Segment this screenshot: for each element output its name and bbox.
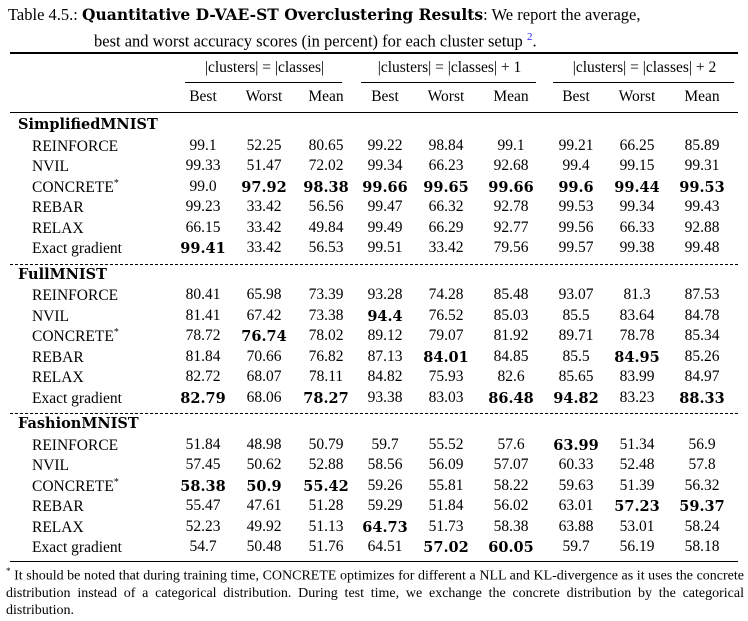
table-cell: 85.26 [684, 347, 720, 365]
table-cell: 55.47 [185, 497, 221, 514]
table-cell: 53.01 [619, 517, 655, 535]
caption-end: . [532, 31, 537, 51]
method-name: Exact gradient [32, 389, 122, 407]
table-cell: 84.97 [684, 368, 720, 385]
table-cell: 81.84 [185, 347, 221, 365]
method-name: NVIL [32, 457, 70, 475]
table-cell: 99.66 [488, 178, 534, 196]
column-header: Worst [618, 88, 656, 105]
table-cell: 85.5 [562, 306, 590, 324]
top-rule [10, 52, 738, 54]
caption-title: Quantitative D-VAE-ST Overclustering Results [82, 5, 484, 24]
method-label [32, 137, 118, 156]
table-cell: 33.42 [428, 239, 464, 256]
table-cell: 66.32 [428, 198, 464, 215]
method-name: REBAR [32, 348, 84, 366]
table-cell: 85.65 [558, 368, 594, 385]
table-cell: 52.25 [246, 136, 282, 154]
table-cell: 72.02 [308, 157, 344, 174]
table-cell: 51.39 [619, 476, 655, 494]
table-cell: 99.43 [684, 198, 720, 215]
method-label [32, 219, 84, 238]
table-cell: 84.95 [614, 348, 660, 366]
method-label [32, 348, 84, 367]
table-cell: 49.84 [308, 218, 344, 236]
table-cell: 59.7 [371, 435, 399, 453]
section-title: FullMNIST [18, 265, 107, 283]
table-cell: 78.72 [185, 327, 221, 344]
method-label [32, 239, 122, 258]
method-name: Exact gradient [32, 240, 122, 258]
table-cell: 83.99 [619, 368, 655, 385]
table-cell: 59.63 [558, 476, 594, 494]
table-cell: 56.02 [493, 497, 529, 514]
table-cell: 86.48 [488, 389, 534, 407]
table-cell: 52.88 [308, 456, 344, 473]
method-label [32, 538, 122, 557]
table-cell: 58.24 [684, 517, 720, 535]
table-cell: 64.51 [367, 538, 403, 555]
table-cell: 99.4 [562, 157, 590, 174]
table-cell: 89.12 [367, 327, 403, 344]
table-cell: 56.53 [308, 239, 344, 256]
table-cell: 56.19 [619, 538, 655, 555]
method-name: RELAX [32, 369, 84, 387]
table-cell: 58.38 [180, 477, 226, 495]
table-cell: 48.98 [246, 435, 282, 453]
method-label [32, 178, 119, 197]
footnote-marker: * [6, 566, 11, 576]
method-name: Exact gradient [32, 539, 122, 557]
table-cell: 60.05 [488, 539, 534, 556]
table-cell: 99.0 [189, 177, 217, 195]
method-name: NVIL [32, 158, 70, 176]
method-label [32, 389, 122, 408]
column-header: Best [189, 88, 217, 105]
table-cell: 51.34 [619, 435, 655, 453]
table-cell: 99.1 [189, 136, 217, 154]
table-cell: 93.38 [367, 388, 403, 406]
table-cell: 85.48 [493, 286, 529, 303]
table-cell: 76.52 [428, 306, 464, 324]
caption-label: Table 4.5.: [8, 5, 78, 24]
table-cell: 70.66 [246, 347, 282, 365]
table-cell: 47.61 [246, 497, 282, 514]
method-label [32, 198, 84, 217]
table-cell: 85.03 [493, 306, 529, 324]
table-cell: 74.28 [428, 286, 464, 303]
table-cell: 78.11 [308, 368, 344, 385]
group-underline [553, 82, 734, 83]
table-cell: 59.7 [562, 538, 590, 555]
column-header: Best [562, 88, 590, 105]
method-name: REINFORCE [32, 137, 119, 155]
method-name: NVIL [32, 307, 70, 325]
table-cell: 63.01 [558, 497, 594, 514]
table-cell: 57.6 [497, 435, 525, 453]
method-footnote-marker: * [113, 327, 119, 338]
table-cell: 51.73 [428, 517, 464, 535]
column-group-header: |clusters| = |classes| [204, 59, 325, 76]
table-cell: 84.82 [367, 368, 403, 385]
table-cell: 57.45 [185, 456, 221, 473]
table-cell: 93.07 [558, 286, 594, 303]
table-cell: 56.9 [688, 435, 716, 453]
table-cell: 98.84 [428, 136, 464, 154]
table-cell: 99.47 [367, 198, 403, 215]
table-cell: 51.47 [246, 157, 282, 174]
table-cell: 99.56 [558, 218, 594, 236]
table-cell: 59.26 [367, 476, 403, 494]
table-cell: 99.53 [558, 198, 594, 215]
table-cell: 78.78 [619, 327, 655, 344]
table-cell: 99.33 [185, 157, 221, 174]
table-cell: 99.66 [362, 178, 408, 196]
table-cell: 57.07 [493, 456, 529, 473]
table-cell: 66.15 [185, 218, 221, 236]
column-header: Mean [684, 88, 720, 105]
table-cell: 56.32 [684, 476, 720, 494]
footnote-ref-link[interactable]: 2 [526, 31, 533, 43]
method-name: CONCRETE [32, 477, 114, 495]
table-cell: 63.88 [558, 517, 594, 535]
table-cell: 99.38 [619, 239, 655, 256]
table-cell: 84.01 [423, 348, 469, 366]
table-cell: 99.48 [684, 239, 720, 256]
table-cell: 82.72 [185, 368, 221, 385]
table-cell: 67.42 [246, 306, 282, 324]
table-cell: 76.82 [308, 347, 344, 365]
table-cell: 88.33 [679, 389, 725, 407]
method-label [32, 456, 69, 475]
table-cell: 66.29 [428, 218, 464, 236]
table-cell: 79.07 [428, 327, 464, 344]
caption-text-1: : We report the average, [483, 5, 641, 24]
table-cell: 83.23 [619, 388, 655, 406]
table-cell: 99.53 [679, 178, 725, 196]
method-label [32, 477, 119, 496]
table-caption [8, 4, 744, 53]
table-cell: 52.23 [185, 517, 221, 535]
table-cell: 55.42 [303, 477, 349, 495]
table-cell: 93.28 [367, 286, 403, 303]
table-cell: 99.34 [367, 157, 403, 174]
table-cell: 58.22 [493, 476, 529, 494]
table-cell: 84.78 [684, 306, 720, 324]
table-cell: 99.22 [367, 136, 403, 154]
table-cell: 49.92 [246, 517, 282, 535]
table-cell: 87.13 [367, 347, 403, 365]
table-cell: 58.18 [684, 538, 720, 555]
method-label [32, 518, 84, 537]
table-cell: 59.37 [679, 498, 725, 515]
table-cell: 99.44 [614, 178, 660, 196]
table-cell: 51.84 [185, 435, 221, 453]
table-cell: 85.34 [684, 327, 720, 344]
group-underline [185, 82, 342, 83]
table-cell: 63.99 [553, 436, 599, 454]
method-footnote-marker: * [113, 177, 119, 189]
table-cell: 58.38 [493, 517, 529, 535]
table-cell: 80.41 [185, 286, 221, 303]
table-cell: 51.28 [308, 497, 344, 514]
header-rule [10, 112, 738, 113]
table-cell: 59.29 [367, 497, 403, 514]
bottom-rule [10, 561, 738, 563]
method-name: REINFORCE [32, 436, 119, 454]
table-cell: 78.02 [308, 327, 344, 344]
table-cell: 80.65 [308, 136, 344, 154]
table-cell: 92.78 [493, 198, 529, 215]
table-cell: 60.33 [558, 456, 594, 473]
table-cell: 66.33 [619, 218, 655, 236]
column-header: Mean [308, 88, 344, 105]
table-cell: 51.84 [428, 497, 464, 514]
table-cell: 99.15 [619, 157, 655, 174]
table-cell: 55.81 [428, 476, 464, 494]
footnote-text: It should be noted that during training time, CONCRETE optimizes for different a NLL and KL-divergence as it uses the concrete distribution instead of a categorical distribution. During test time, we exchange the concrete distribution by the categorical distribution. [6, 568, 744, 618]
table-cell: 78.27 [303, 389, 349, 407]
table-cell: 99.23 [185, 198, 221, 215]
table-cell: 92.77 [493, 218, 529, 236]
table-cell: 76.74 [241, 328, 287, 345]
table-cell: 87.53 [684, 286, 720, 303]
column-header: Worst [245, 88, 283, 105]
method-label [32, 368, 84, 387]
table-cell: 64.73 [362, 518, 408, 536]
table-cell: 57.02 [423, 539, 469, 556]
table-cell: 98.38 [303, 178, 349, 196]
table-cell: 92.88 [684, 218, 720, 236]
table-cell: 58.56 [367, 456, 403, 473]
section-title: SimplifiedMNIST [18, 116, 158, 133]
table-cell: 50.79 [308, 435, 344, 453]
method-name: REBAR [32, 199, 84, 217]
method-name: REBAR [32, 498, 84, 516]
table-cell: 33.42 [246, 218, 282, 236]
method-name: CONCRETE [32, 178, 114, 196]
table-cell: 83.64 [619, 306, 655, 324]
table-cell: 66.25 [619, 136, 655, 154]
method-label [32, 327, 119, 346]
method-label [32, 307, 69, 326]
table-cell: 99.65 [423, 178, 469, 196]
table-cell: 99.49 [367, 218, 403, 236]
method-footnote-marker: * [113, 476, 119, 488]
table-cell: 99.34 [619, 198, 655, 215]
group-underline [361, 82, 536, 83]
section-divider [10, 413, 738, 414]
caption-text-2: best and worst accuracy scores (in percent) for each cluster setup [94, 31, 523, 51]
method-name: RELAX [32, 518, 84, 536]
table-cell: 94.82 [553, 389, 599, 407]
table-cell: 94.4 [367, 307, 403, 325]
method-name: RELAX [32, 219, 84, 237]
table-cell: 84.85 [493, 347, 529, 365]
method-name: REINFORCE [32, 287, 119, 305]
table-cell: 54.7 [189, 538, 217, 555]
table-cell: 55.52 [428, 435, 464, 453]
table-cell: 99.57 [558, 239, 594, 256]
table-cell: 73.38 [308, 306, 344, 324]
method-name: CONCRETE [32, 328, 114, 346]
table-cell: 51.13 [308, 517, 344, 535]
table-cell: 85.89 [684, 136, 720, 154]
column-group-header: |clusters| = |classes| + 2 [572, 59, 717, 76]
table-cell: 81.92 [493, 327, 529, 344]
column-header: Mean [493, 88, 529, 105]
column-group-header: |clusters| = |classes| + 1 [377, 59, 522, 76]
column-header: Worst [427, 88, 465, 105]
column-header: Best [371, 88, 399, 105]
table-cell: 81.41 [185, 306, 221, 324]
table-cell: 50.62 [246, 456, 282, 473]
table-cell: 99.21 [558, 136, 594, 154]
method-label [32, 497, 84, 516]
table-cell: 68.07 [246, 368, 282, 385]
table-cell: 75.93 [428, 368, 464, 385]
table-cell: 33.42 [246, 198, 282, 215]
footnote [6, 563, 744, 619]
table-cell: 82.79 [180, 389, 226, 407]
table-cell: 81.3 [623, 286, 651, 303]
table-cell: 92.68 [493, 157, 529, 174]
table-cell: 68.06 [246, 388, 282, 406]
table-cell: 85.5 [562, 347, 590, 365]
table-cell: 65.98 [246, 286, 282, 303]
table-cell: 51.76 [308, 538, 344, 555]
table-cell: 99.6 [558, 178, 594, 196]
table-cell: 82.6 [497, 368, 525, 385]
section-divider [10, 264, 738, 265]
table-cell: 57.23 [614, 498, 660, 515]
table-cell: 83.03 [428, 388, 464, 406]
table-cell: 33.42 [246, 239, 282, 256]
method-label [32, 436, 118, 455]
table-cell: 57.8 [688, 456, 716, 473]
table-cell: 97.92 [241, 178, 287, 196]
table-cell: 56.09 [428, 456, 464, 473]
table-cell: 99.51 [367, 239, 403, 256]
method-label [32, 286, 118, 305]
table-cell: 89.71 [558, 327, 594, 344]
table-cell: 79.56 [493, 239, 529, 256]
table-cell: 50.48 [246, 538, 282, 555]
table-cell: 99.41 [180, 240, 226, 257]
table-cell: 99.1 [497, 136, 525, 154]
section-title: FashionMNIST [18, 415, 139, 432]
table-cell: 73.39 [308, 286, 344, 303]
table-cell: 66.23 [428, 157, 464, 174]
table-cell: 56.56 [308, 198, 344, 215]
table-cell: 50.9 [246, 477, 282, 495]
table-cell: 99.31 [684, 157, 720, 174]
method-label [32, 157, 69, 176]
table-cell: 52.48 [619, 456, 655, 473]
